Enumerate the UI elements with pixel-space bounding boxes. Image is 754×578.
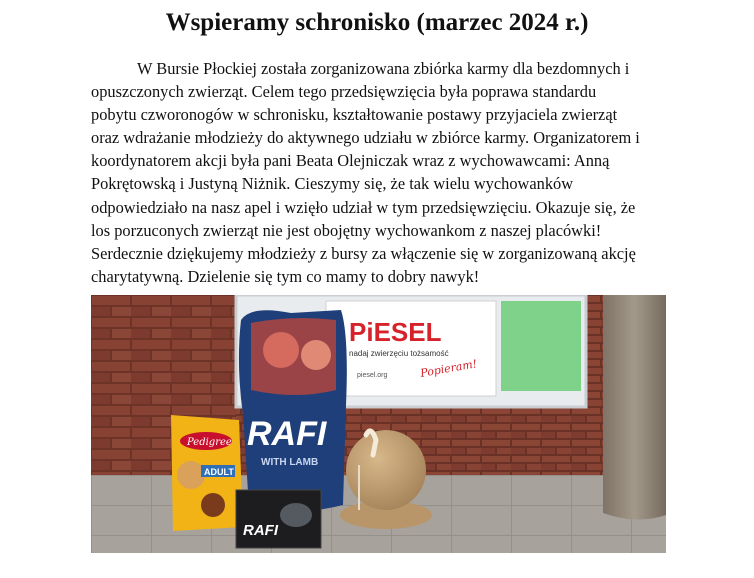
bag-brand-center: RAFI [247,415,327,453]
paragraph-line: opuszczonych zwierząt. Celem tego przedsięwzięcia była poprawa standardu [91,82,597,102]
paragraph-line: oraz wdrażanie młodzieży do aktywnego udziału w zbiórce karmy. Organizatorem i [91,128,640,148]
meat-piece [301,340,331,370]
paragraph-line: pobytu czworonogów w schronisku, kształtowanie postawy przyjaciela zwierząt [91,105,618,125]
paragraph-line: Serdecznie dziękujemy młodzieży z bursy za włączenie się w zorganizowaną akcję [91,243,636,263]
paragraph-line: Pokrętowską i Justyną Niżnik. Cieszymy się, że tak wielu wychowanków [91,174,574,194]
cat-illustration [280,503,312,527]
page-title: Wspieramy schronisko (marzec 2024 r.) [165,9,589,36]
paragraph-line: W Bursie Płockiej została zorganizowana zbiórka karmy dla bezdomnych i [137,59,630,78]
bag-brand-left: Pedigree [187,437,232,448]
paragraph-line: odpowiedziało na nasz apel i wzięło udział w tym przedsięwzięciu. Okazuje się, że [91,197,636,217]
bag-subtitle-center: WITH LAMB [261,457,319,468]
green-window-panel [501,301,581,391]
bag-label-adult: ADULT [204,467,234,477]
box-brand: RAFI [243,522,278,539]
body-paragraph [91,57,671,288]
paragraph-line: los porzuconych zwierząt nie jest obojętny wychowankom z naszej placówki! [91,220,602,240]
photo-illustration [91,295,666,553]
paragraph-line: charytatywną. Dzielenie się tym co mamy to dobry nawyk! [91,266,480,286]
stone-pillar [603,295,666,520]
sign-script: Popieram! [419,357,478,380]
meat-piece [263,332,299,368]
dog-illustration [177,461,205,489]
sign-brand: PiESEL [349,317,442,347]
sign-tagline: nadaj zwierzęciu tożsamość [349,349,449,358]
kibble-bowl [201,493,225,517]
sign-url: piesel.org [357,372,388,379]
paragraph-line: koordynatorem akcji była pani Beata Olejniczak wraz z wychowawcami: Anną [91,151,610,171]
donation-photo [91,295,666,553]
